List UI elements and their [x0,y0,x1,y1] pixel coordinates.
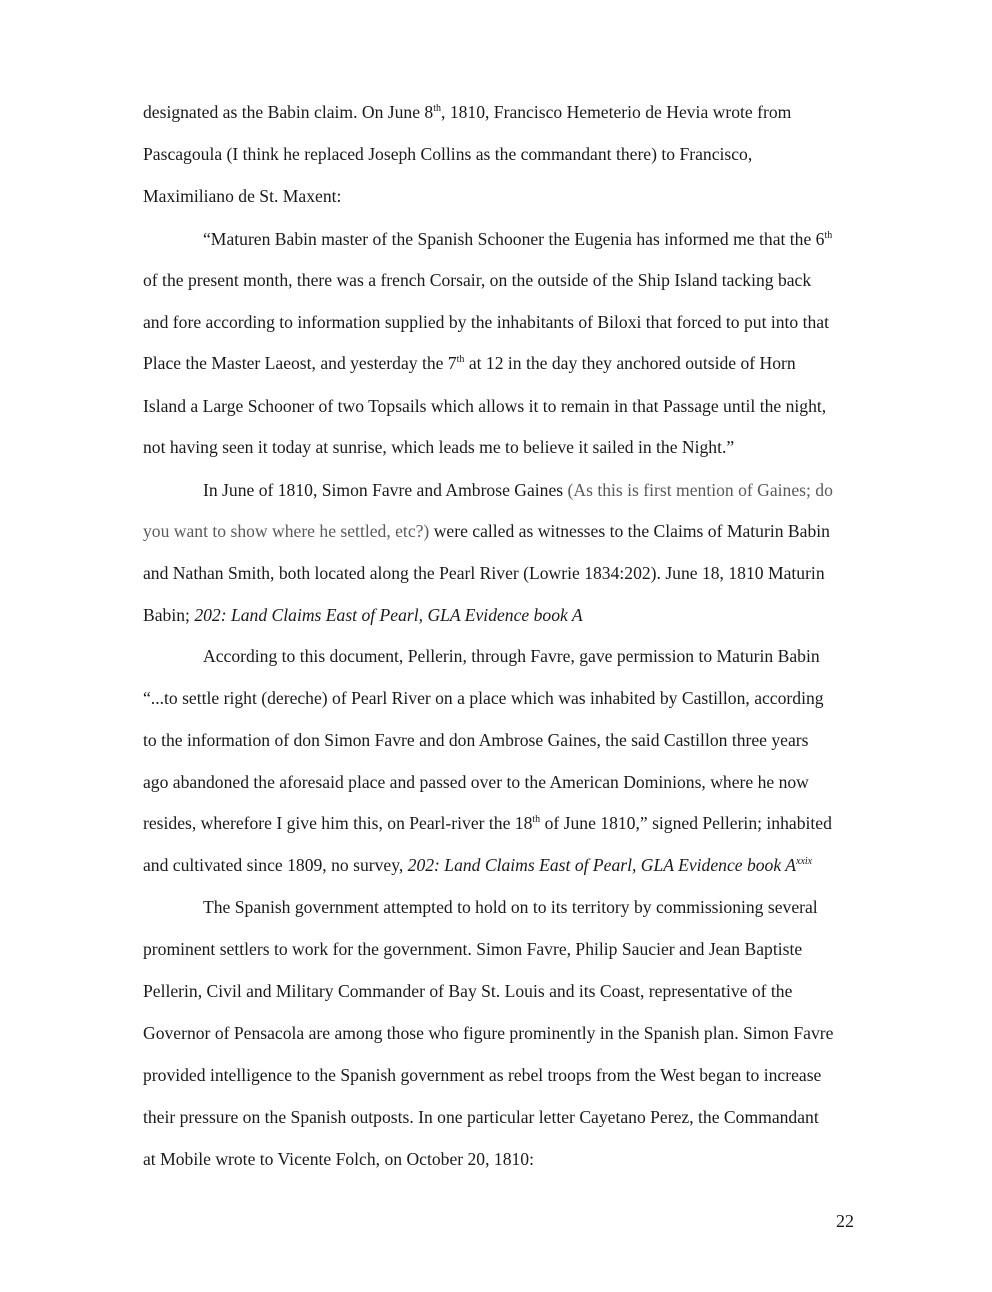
citation: 202: Land Claims East of Pearl, GLA Evidence book A [194,605,583,625]
text-line [143,352,796,374]
text-line: not having seen it today at sunrise, which leads me to believe it sailed in the Night.” [143,437,735,457]
text-line: prominent settlers to work for the government. Simon Favre, Philip Saucier and Jean Baptiste [143,939,803,959]
superscript: th [433,103,442,114]
text-run: of June 1810,” signed Pellerin; inhabited [540,813,832,833]
text-line: to the information of don Simon Favre and don Ambrose Gaines, the said Castillon three years [143,730,809,750]
text-run: Babin; [143,605,195,625]
text-line: at Mobile wrote to Vicente Folch, on October 20, 1810: [143,1149,534,1169]
page-number: 22 [836,1211,854,1231]
text-line: “...to settle right (dereche) of Pearl River on a place which was inhabited by Castillon, according [143,688,824,708]
text-line: and Nathan Smith, both located along the Pearl River (Lowrie 1834:202). June 18, 1810 Maturin [143,563,825,583]
text-line: Governor of Pensacola are among those who figure prominently in the Spanish plan. Simon Favre [143,1023,834,1043]
text-line [143,520,830,542]
superscript: th [824,230,833,241]
superscript: th [532,814,541,825]
text-run: , 1810, Francisco Hemeterio de Hevia wrote from [441,102,792,122]
text-run: Place the Master Laeost, and yesterday the 7 [143,353,457,373]
editorial-note: you want to show where he settled, etc?) [143,521,430,541]
text-line [143,812,832,834]
text-run: “Maturen Babin master of the Spanish Schooner the Eugenia has informed me that the 6 [203,229,825,249]
citation: 202: Land Claims East of Pearl, GLA Evidence book A [407,855,796,875]
text-line [203,228,832,250]
text-line [143,604,583,626]
text-run: resides, wherefore I give him this, on Pearl-river the 18 [143,813,533,833]
text-line [143,101,791,123]
text-run: and cultivated since 1809, no survey, [143,855,408,875]
text-run: were called as witnesses to the Claims of Maturin Babin [429,521,830,541]
text-line: Pascagoula (I think he replaced Joseph Collins as the commandant there) to Francisco, [143,144,753,164]
text-run: In June of 1810, Simon Favre and Ambrose Gaines [203,480,568,500]
text-line: The Spanish government attempted to hold on to its territory by commissioning several [203,897,818,917]
text-line: Pellerin, Civil and Military Commander of Bay St. Louis and its Coast, representative of the [143,981,793,1001]
text-line: According to this document, Pellerin, through Favre, gave permission to Maturin Babin [203,646,820,666]
text-line: Island a Large Schooner of two Topsails which allows it to remain in that Passage until the night, [143,396,827,416]
editorial-note: (As this is first mention of Gaines; do [567,480,833,500]
text-line: provided intelligence to the Spanish government as rebel troops from the West began to increase [143,1065,822,1085]
text-line [143,854,812,876]
text-line: and fore according to information supplied by the inhabitants of Biloxi that forced to put into that [143,312,830,332]
text-line: ago abandoned the aforesaid place and passed over to the American Dominions, where he now [143,772,809,792]
text-line: Maximiliano de St. Maxent: [143,186,342,206]
endnote-marker: xxix [796,856,813,867]
text-run: at 12 in the day they anchored outside of Horn [464,353,796,373]
text-line: of the present month, there was a french Corsair, on the outside of the Ship Island tacking back [143,270,812,290]
text-line [203,479,833,501]
text-run: designated as the Babin claim. On June 8 [143,102,434,122]
superscript: th [456,354,465,365]
text-line: their pressure on the Spanish outposts. In one particular letter Cayetano Perez, the Commandant [143,1107,819,1127]
